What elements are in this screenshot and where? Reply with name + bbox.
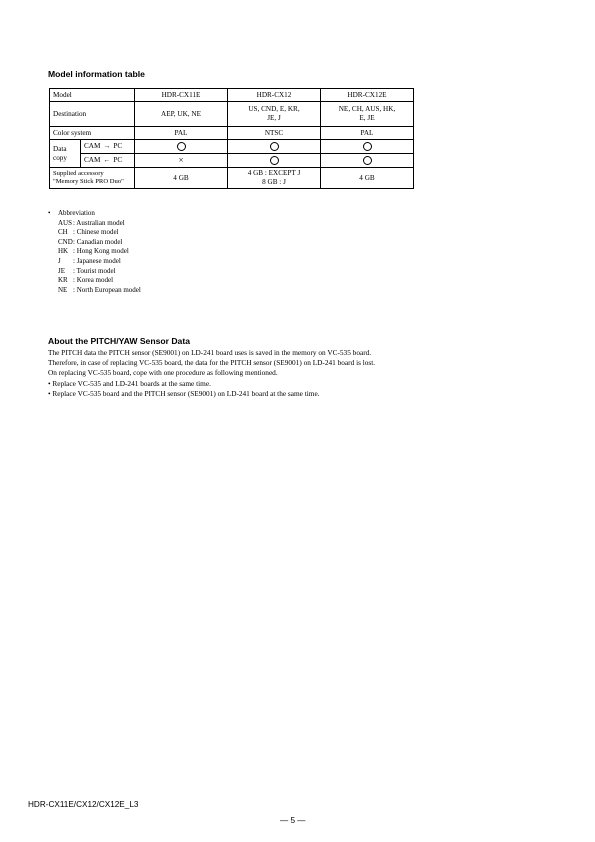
pitch-section-body — [48, 348, 375, 399]
paragraph-line: On replacing VC-535 board, cope with one procedure as following mentioned. — [48, 368, 278, 378]
color-system-cell: PAL — [321, 127, 414, 140]
model-cell: HDR-CX11E — [135, 89, 228, 102]
abbreviation-code: NE — [58, 285, 68, 294]
destination-label-cell: Destination — [50, 102, 135, 127]
destination-text: US, CND, E, KR, — [248, 105, 300, 113]
model-information-table — [49, 88, 414, 189]
table-row-color-system — [50, 127, 414, 140]
copy-from: CAM — [84, 156, 101, 164]
abbreviation-code: J — [58, 256, 61, 265]
abbreviation-code: KR — [58, 276, 68, 285]
abbreviation-code: AUS — [58, 218, 73, 227]
abbreviation-code: CH — [58, 228, 68, 237]
list-item — [48, 286, 141, 296]
copy-support-cell — [321, 154, 414, 168]
abbreviation-desc: : North European model — [73, 285, 141, 294]
accessory-label-cell — [50, 168, 135, 189]
copy-direction-cell — [81, 140, 135, 154]
accessory-cell — [321, 168, 414, 189]
data-copy-label: Data — [53, 144, 67, 153]
pitch-section-heading: About the PITCH/YAW Sensor Data — [48, 336, 190, 346]
copy-support-cell — [228, 154, 321, 168]
page-number: — 5 — — [280, 816, 306, 825]
destination-text: JE, J — [267, 114, 281, 122]
list-item — [48, 228, 141, 238]
table-row-destination — [50, 102, 414, 127]
list-item — [48, 219, 141, 229]
abbreviation-desc: : Tourist model — [73, 266, 116, 275]
abbreviation-desc: : Hong Kong model — [73, 247, 129, 256]
accessory-label: "Memory Stick PRO Duo" — [53, 178, 124, 185]
destination-cell — [228, 102, 321, 127]
circle-icon — [270, 142, 279, 151]
abbreviation-desc: : Australian model — [73, 218, 125, 227]
abbreviation-code: CND — [58, 237, 73, 246]
abbreviation-title: Abbreviation — [58, 209, 95, 217]
bullet-icon: • — [48, 209, 51, 217]
destination-cell — [135, 102, 228, 127]
copy-to: PC — [113, 156, 123, 164]
copy-support-cell — [135, 140, 228, 154]
accessory-text: 4 GB — [173, 173, 189, 182]
accessory-text: 4 GB : EXCEPT J — [247, 169, 301, 177]
copy-support-cell — [321, 140, 414, 154]
table-row-data-copy-1 — [50, 140, 414, 154]
paragraph-line: The PITCH data the PITCH sensor (SE9001) on LD-241 board uses is saved in the memory on VC-535 board. — [48, 348, 372, 357]
accessory-cell — [135, 168, 228, 189]
model-table-heading: Model information table — [48, 69, 145, 79]
circle-icon — [177, 142, 186, 151]
table-row-accessory — [50, 168, 414, 189]
circle-icon — [363, 142, 372, 151]
left-arrow-icon: ← — [103, 156, 111, 164]
footer-model-code: HDR-CX11E/CX12/CX12E_L3 — [28, 800, 139, 809]
paragraph-line: • Replace VC-535 board and the PITCH sensor (SE9001) on LD-241 board at the same time. — [48, 388, 320, 398]
destination-text: E, JE — [359, 114, 375, 122]
model-cell: HDR-CX12E — [321, 89, 414, 102]
accessory-text: 4 GB — [359, 173, 375, 182]
abbreviation-code: HK — [58, 247, 69, 256]
abbreviation-desc: : Chinese model — [73, 228, 119, 237]
right-arrow-icon: → — [103, 142, 111, 150]
circle-icon — [270, 156, 279, 165]
model-label-cell: Model — [50, 89, 135, 102]
destination-text: NE, CH, AUS, HK, — [338, 105, 396, 113]
list-item — [48, 257, 141, 267]
accessory-label: Supplied accessory — [53, 170, 104, 177]
paragraph-line: Therefore, in case of replacing VC-535 board, the data for the PITCH sensor (SE9001) on LD-241 board is lost. — [48, 358, 376, 368]
data-copy-label: copy — [53, 153, 67, 162]
cross-icon: × — [178, 154, 184, 165]
table-row-model — [50, 89, 414, 102]
abbreviation-title-row — [48, 209, 141, 219]
destination-cell — [321, 102, 414, 127]
copy-support-cell — [228, 140, 321, 154]
model-cell: HDR-CX12 — [228, 89, 321, 102]
destination-text: AEP, UK, NE — [161, 109, 201, 118]
abbreviation-code: JE — [58, 266, 65, 275]
list-item — [48, 267, 141, 277]
color-system-cell: PAL — [135, 127, 228, 140]
abbreviation-list — [48, 209, 141, 295]
paragraph-line: • Replace VC-535 and LD-241 boards at the same time. — [48, 378, 211, 388]
table-row-data-copy-2 — [50, 154, 414, 168]
data-copy-label-cell — [50, 140, 81, 168]
accessory-cell — [228, 168, 321, 189]
copy-direction-cell — [81, 154, 135, 168]
copy-support-cell — [135, 154, 228, 168]
abbreviation-desc: : Canadian model — [73, 237, 123, 246]
accessory-text: 8 GB : J — [262, 178, 286, 186]
copy-to: PC — [113, 142, 123, 150]
color-system-cell: NTSC — [228, 127, 321, 140]
copy-from: CAM — [84, 142, 101, 150]
abbreviation-desc: : Japanese model — [73, 256, 121, 265]
list-item — [48, 238, 141, 248]
list-item — [48, 276, 141, 286]
abbreviation-desc: : Korea model — [73, 276, 114, 285]
circle-icon — [363, 156, 372, 165]
list-item — [48, 247, 141, 257]
color-system-label-cell: Color system — [50, 127, 135, 140]
